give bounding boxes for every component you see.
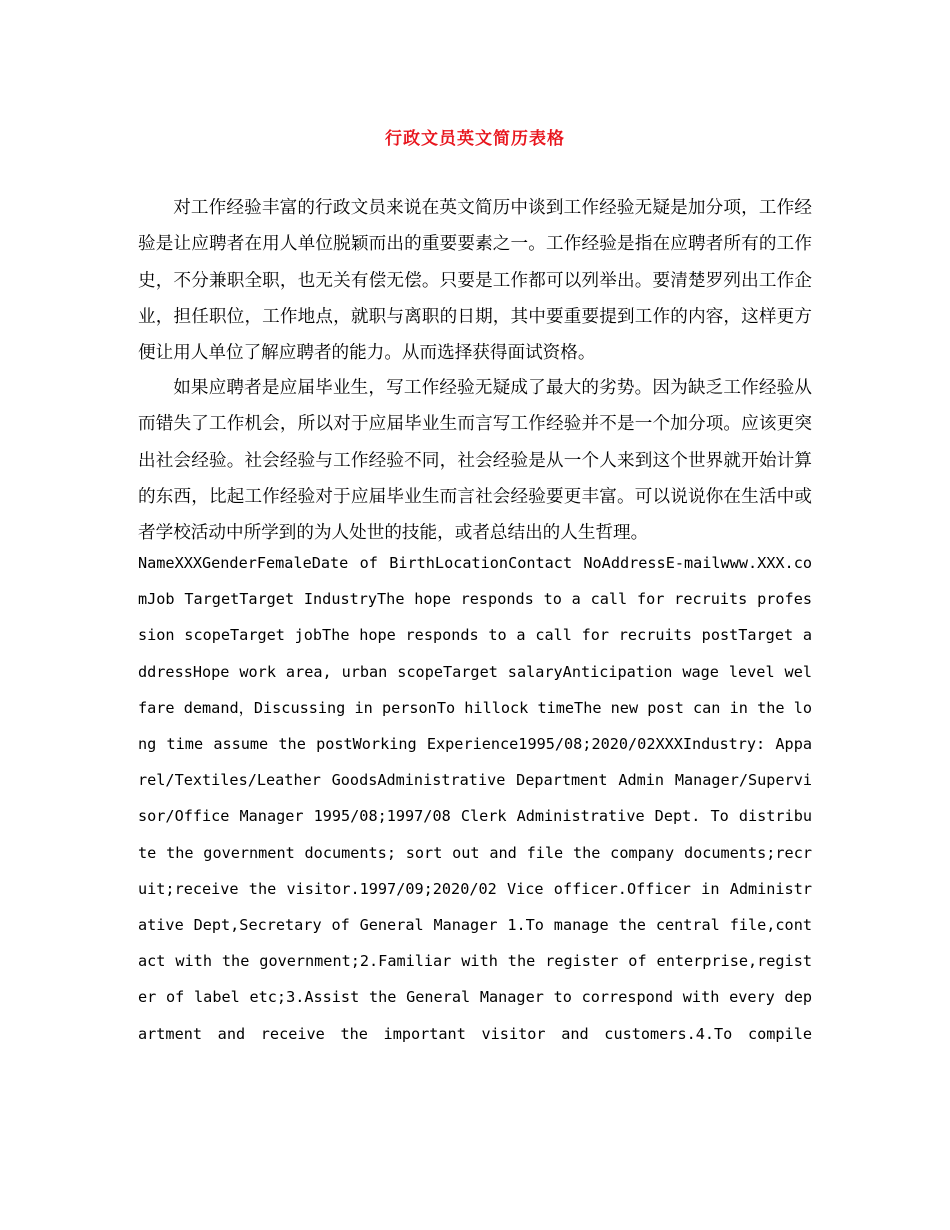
intro-paragraph-work-experience: 对工作经验丰富的行政文员来说在英文简历中谈到工作经验无疑是加分项，工作经验是让应聘者在用人单位脱颖而出的重要要素之一。工作经验是指在应聘者所有的工作史，不分兼职全职，也无关有偿无偿。只要是工作都可以列举出。要清楚罗列出工作企业，担任职位，工作地点，就职与离职的日期，其中要重要提到工作的内容，这样更方便让用人单位了解应聘者的能力。从而选择获得面试资格。: [138, 198, 812, 364]
document-title: 行政文员英文简历表格: [385, 129, 565, 149]
resume-english-text: NameXXXGenderFemaleDate of BirthLocationContact NoAddressE-mailwww.XXX.comJob TargetTarget IndustryThe hope responds to a call for recruits profession scopeTarget jobThe hope responds to a call for recruits postTarget addressHope work area, urban scopeTarget salaryAnticipation wage level welfare demand，Discussing in personTo hillock timeThe new post can in the long time assume the postWorking Experience1995/08;2020/02XXXIndustry: Apparel/Textiles/Leather GoodsAdministrative Department Admin Manager/Supervisor/Office Manager 1995/08;1997/08 Clerk Administrative Dept. To distribute the government documents; sort out and file the company documents;recruit;receive the visitor.1997/09;2020/02 Vice officer.Officer in Administrative Dept,Secretary of General Manager 1.To manage the central file,contact with the government;2.Familiar with the register of enterprise,register of label etc;3.Assist the General Manager to correspond with every department and receive the important visitor and customers.4.To compile: [138, 554, 812, 1043]
intro-paragraph-graduates: 如果应聘者是应届毕业生，写工作经验无疑成了最大的劣势。因为缺乏工作经验从而错失了工作机会，所以对于应届毕业生而言写工作经验并不是一个加分项。应该更突出社会经验。社会经验与工作经验不同，社会经验是从一个人来到这个世界就开始计算的东西，比起工作经验对于应届毕业生而言社会经验要更丰富。可以说说你在生活中或者学校活动中所学到的为人处世的技能，或者总结出的人生哲理。: [138, 378, 812, 544]
